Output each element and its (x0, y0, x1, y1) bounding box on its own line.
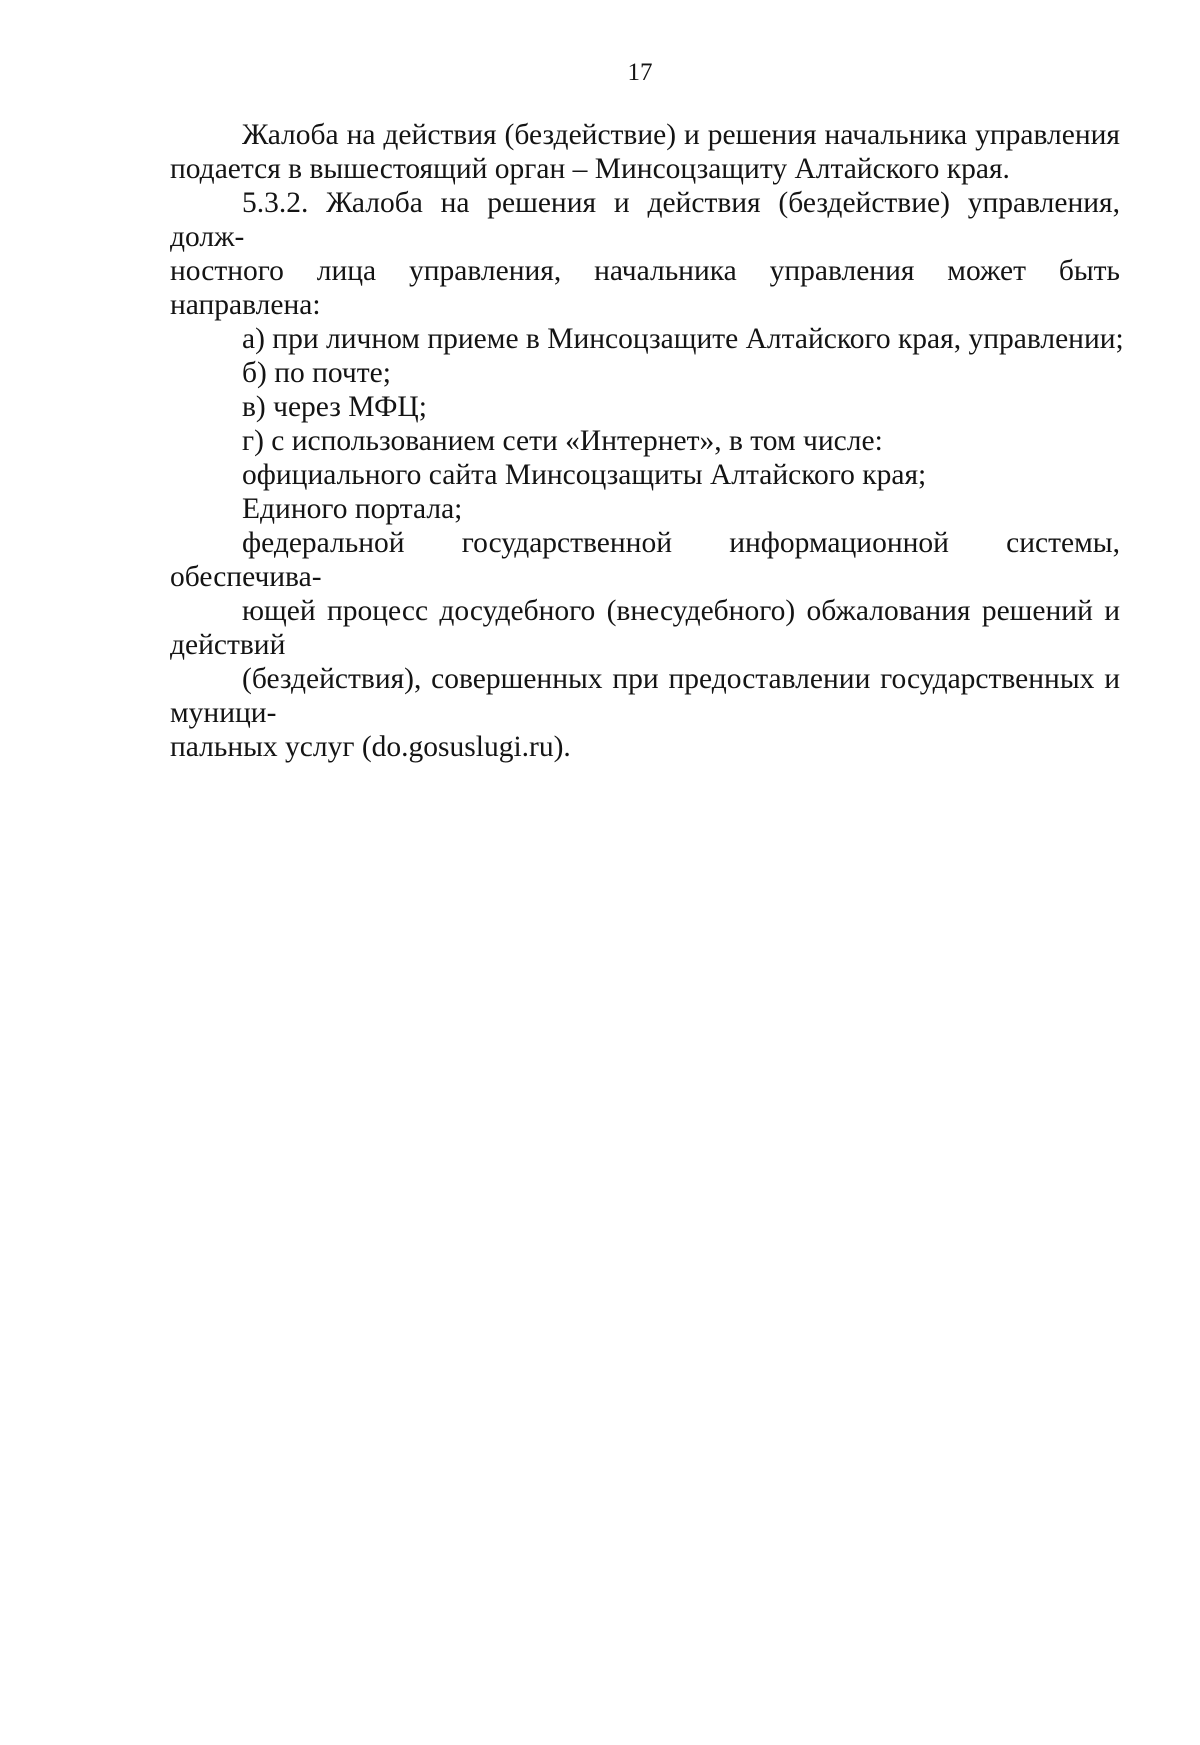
paragraph-line: ностного лица управления, начальника управления может быть направлена: (170, 255, 1120, 321)
document-body (170, 118, 1124, 764)
paragraph-5-3-2 (170, 186, 1120, 322)
list-item-official-site: официального сайта Минсоцзащиты Алтайского края; (242, 459, 927, 491)
paragraph-line: (бездействия), совершенных при предоставлении государственных и муници- (170, 663, 1120, 729)
paragraph-line: 5.3.2. Жалоба на решения и действия (бездействие) управления, долж- (170, 187, 1120, 253)
paragraph-federal-system (170, 526, 1120, 764)
paragraph-line: подается в вышестоящий орган – Минсоцзащиту Алтайского края. (170, 153, 1010, 185)
paragraph-line: ющей процесс досудебного (внесудебного) обжалования решений и действий (170, 595, 1120, 661)
list-item-g: г) с использованием сети «Интернет», в том числе: (242, 425, 883, 457)
paragraph-line: пальных услуг (do.gosuslugi.ru). (170, 731, 571, 763)
list-item-unified-portal: Единого портала; (242, 493, 463, 525)
paragraph-complaint-head (170, 118, 1120, 186)
list-item-b: б) по почте; (242, 357, 391, 389)
list-item-v: в) через МФЦ; (242, 391, 427, 423)
paragraph-line: Жалоба на действия (бездействие) и решения начальника управления (242, 119, 1120, 151)
page-number: 17 (627, 59, 653, 86)
paragraph-line: федеральной государственной информационной системы, обеспечива- (170, 527, 1120, 593)
list-item-a: а) при личном приеме в Минсоцзащите Алтайского края, управлении; (242, 323, 1124, 355)
